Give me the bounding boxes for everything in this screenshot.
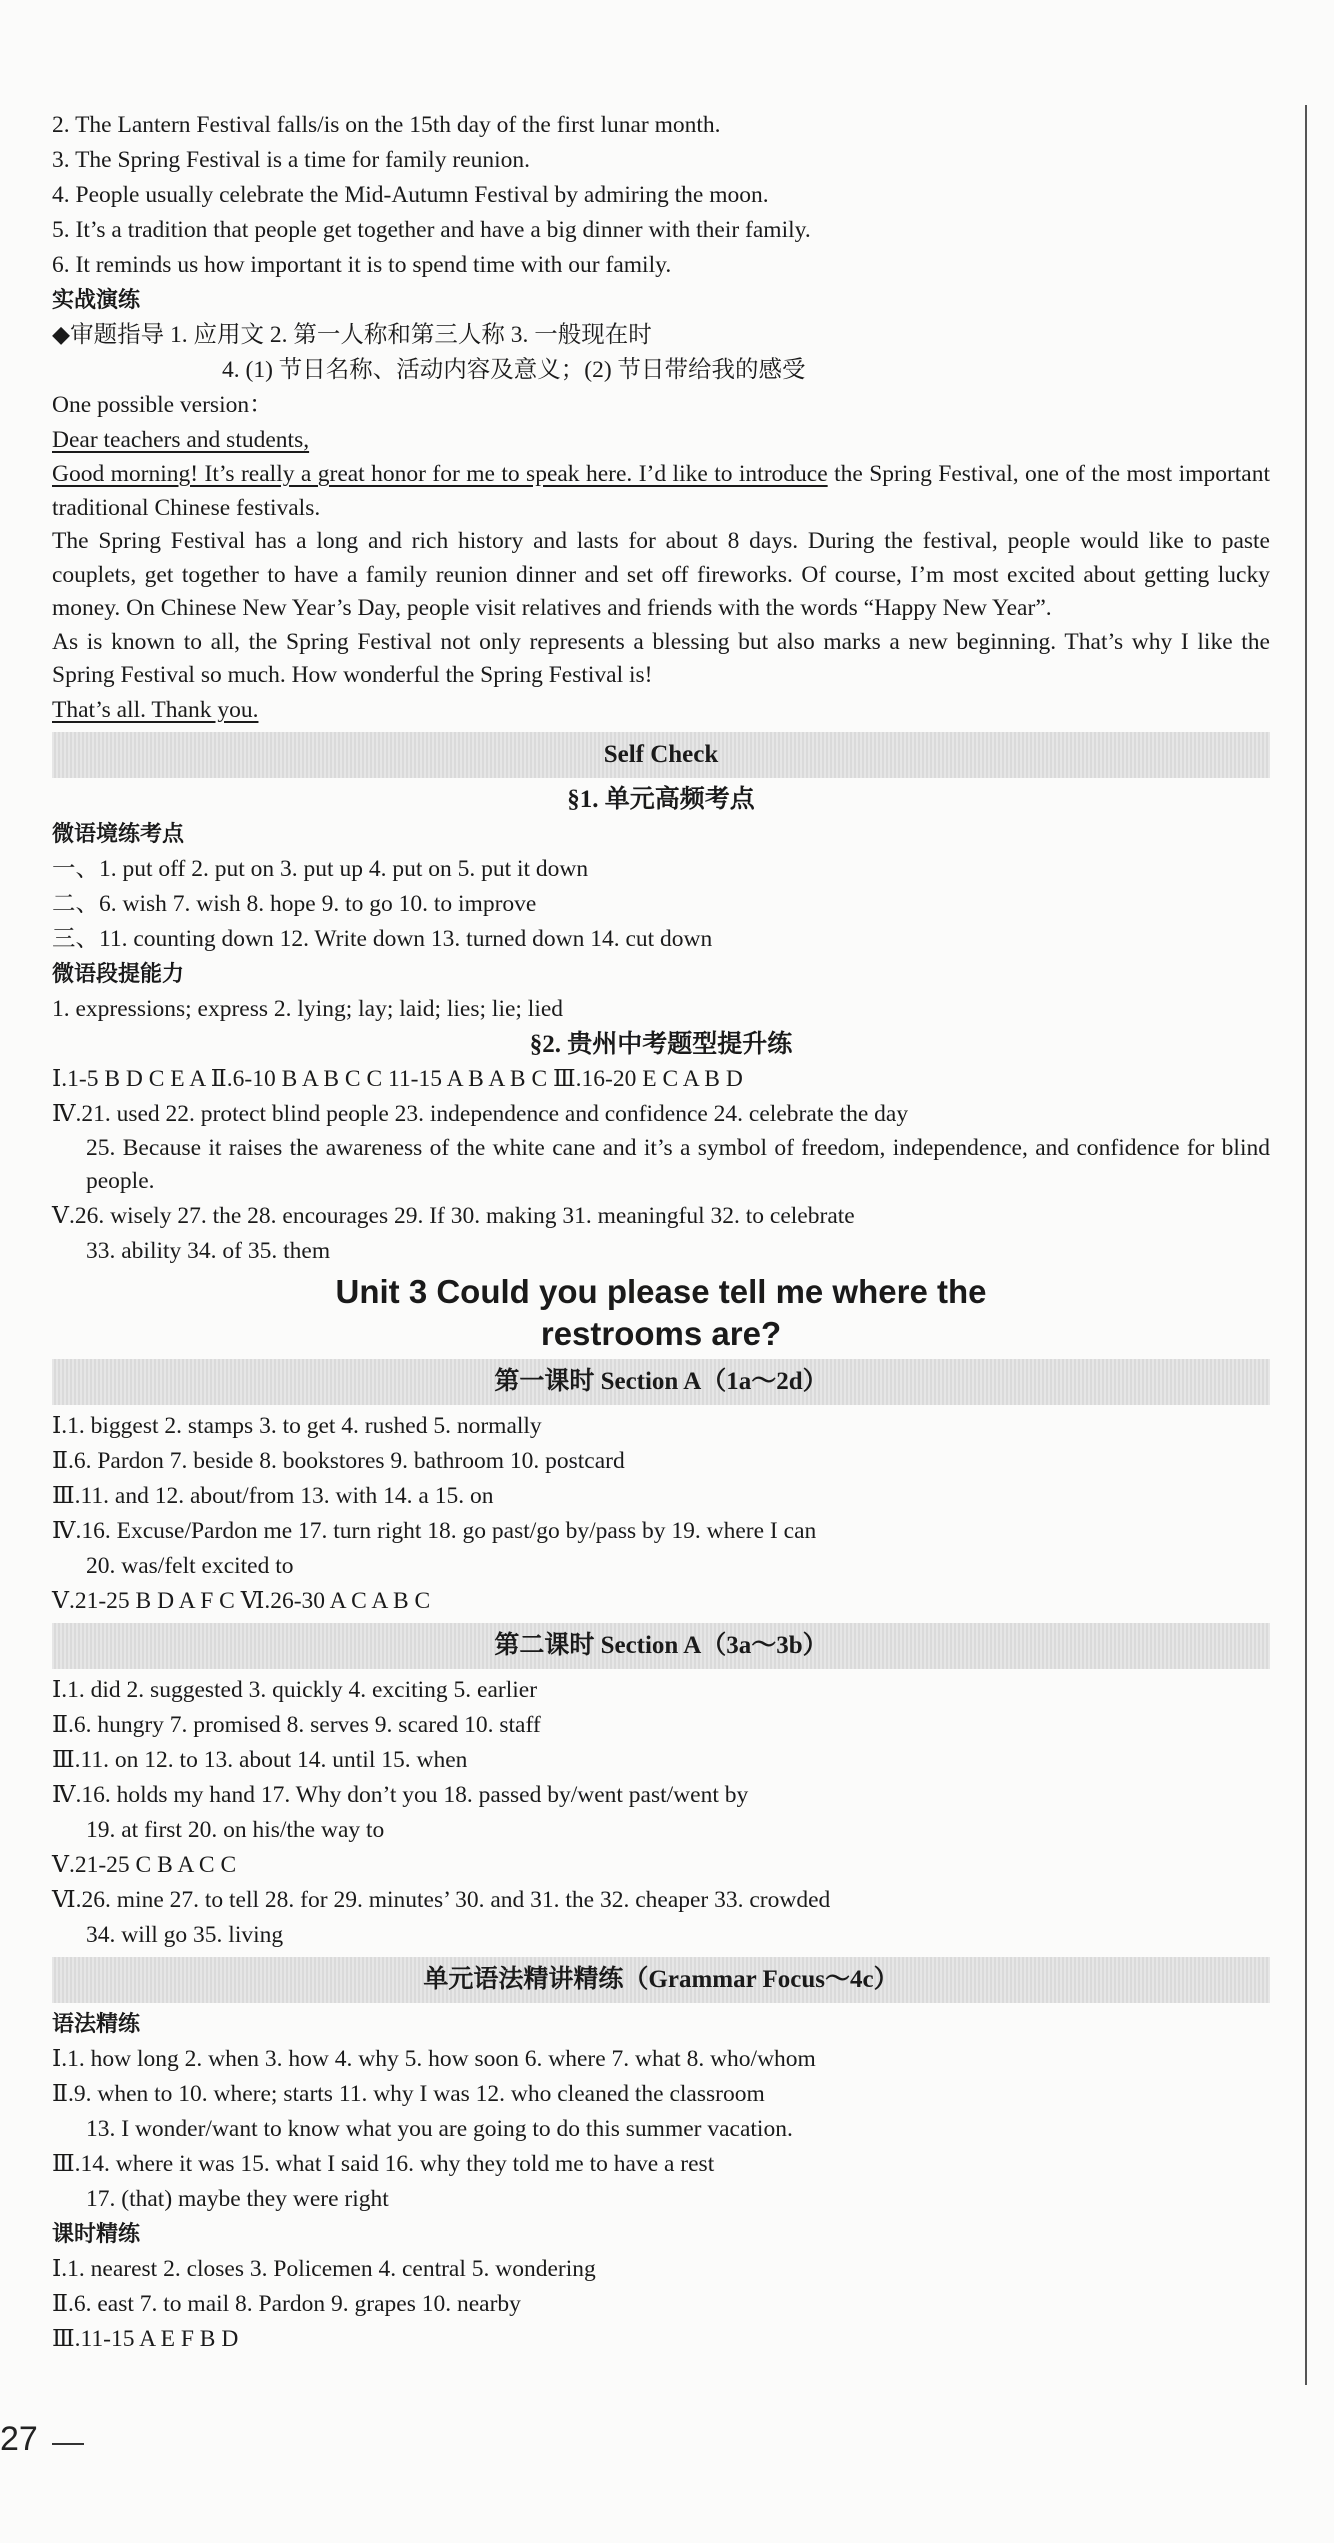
answer-line: Ⅲ.11-15 A E F B D <box>52 2325 239 2352</box>
possible-version-label: One possible version： <box>52 392 273 418</box>
answer-line: Ⅳ.16. holds my hand 17. Why don’t you 18. passed by/went past/went by <box>52 1781 749 1808</box>
page-number-dash <box>52 2443 84 2445</box>
answer-line: Ⅰ.1-5 B D C E A Ⅱ.6-10 B A B C C 11-15 A B A B C Ⅲ.16-20 E C A B D <box>52 1065 743 1092</box>
answer-line: Ⅴ.21-25 C B A C C <box>52 1851 237 1878</box>
underlined-opening: Good morning! It’s really a great honor for me to speak here. I’d like to introduce <box>52 461 828 487</box>
section-title: §2. 贵州中考题型提升练 <box>529 1030 793 1058</box>
answer-line: 13. I wonder/want to know what you are going to do this summer vacation. <box>86 2115 793 2142</box>
section-band-self-check: Self Check <box>52 732 1270 778</box>
answer-line: Ⅳ.21. used 22. protect blind people 23. independence and confidence 24. celebrate the day <box>52 1100 909 1127</box>
section-band-lesson1: 第一课时 Section A（1a～2d） <box>52 1359 1270 1405</box>
page-number: 27 <box>0 2420 38 2458</box>
answer-line: Ⅰ.1. nearest 2. closes 3. Policemen 4. central 5. wondering <box>52 2255 596 2282</box>
section-band-grammar: 单元语法精讲精练（Grammar Focus～4c） <box>52 1957 1270 2003</box>
answer-line: 19. at first 20. on his/the way to <box>86 1816 385 1843</box>
answer-line: Ⅴ.21-25 B D A F C Ⅵ.26-30 A C A B C <box>52 1587 431 1614</box>
essay-text: the Spring Festival, one of the most important traditional Chinese festivals. <box>52 461 1271 521</box>
guide-line: ◆审题指导 1. 应用文 2. 第一人称和第三人称 3. 一般现在时 <box>52 322 652 348</box>
guide-line: 4. (1) 节日名称、活动内容及意义；(2) 节日带给我的感受 <box>222 357 806 383</box>
answer-line: Ⅱ.6. Pardon 7. beside 8. bookstores 9. bathroom 10. postcard <box>52 1447 625 1474</box>
subheading: 语法精练 <box>52 2011 141 2037</box>
practice-heading: 实战演练 <box>52 288 141 313</box>
essay-paragraph: The Spring Festival has a long and rich history and lasts for about 8 days. During the festival, people would like to paste couplets, get together to have a family reunion dinner and set off fireworks. Of course, I’m most excited about getting lucky money. On Chinese New Year’s Day, people visit relatives and friends with the words “Happy New Year”. <box>52 528 1270 621</box>
essay-paragraph: As is known to all, the Spring Festival not only represents a blessing but also marks a new beginning. That’s why I like the Spring Festival so much. How wonderful the Spring Festival is! <box>52 628 1270 688</box>
closing: That’s all. Thank you. <box>52 696 259 723</box>
unit-title <box>52 1271 1270 1355</box>
answer-line: 17. (that) maybe they were right <box>86 2185 389 2212</box>
subheading: 微语境练考点 <box>52 821 185 847</box>
answer-line: 三、11. counting down 12. Write down 13. turned down 14. cut down <box>52 925 713 952</box>
answer-line: 3. The Spring Festival is a time for family reunion. <box>52 147 530 173</box>
answer-line: Ⅳ.16. Excuse/Pardon me 17. turn right 18. go past/go by/pass by 19. where I can <box>52 1517 817 1544</box>
subheading: 课时精练 <box>52 2221 141 2247</box>
answer-line: Ⅱ.6. hungry 7. promised 8. serves 9. scared 10. staff <box>52 1711 541 1738</box>
unit-title-line: Unit 3 Could you please tell me where the <box>335 1272 987 1310</box>
answer-line: 5. It’s a tradition that people get together and have a big dinner with their family. <box>52 217 811 243</box>
answer-line: Ⅰ.1. how long 2. when 3. how 4. why 5. how soon 6. where 7. what 8. who/whom <box>52 2045 816 2072</box>
answer-line: 25. Because it raises the awareness of the white cane and it’s a symbol of freedom, independence, and confidence for blind people. <box>86 1134 1270 1194</box>
answer-line: 二、6. wish 7. wish 8. hope 9. to go 10. to improve <box>52 890 537 917</box>
answer-line: 34. will go 35. living <box>86 1921 284 1948</box>
section-band-lesson2: 第二课时 Section A（3a～3b） <box>52 1623 1270 1669</box>
answer-line: 1. expressions; express 2. lying; lay; laid; lies; lie; lied <box>52 995 564 1022</box>
answer-line: 一、1. put off 2. put on 3. put up 4. put on 5. put it down <box>52 855 589 882</box>
column-rule <box>1305 105 1307 2385</box>
answer-line: 2. The Lantern Festival falls/is on the 15th day of the first lunar month. <box>52 112 721 138</box>
answer-line: 4. People usually celebrate the Mid-Autumn Festival by admiring the moon. <box>52 182 769 208</box>
section-title: §1. 单元高频考点 <box>567 785 755 813</box>
answer-line: Ⅰ.1. did 2. suggested 3. quickly 4. exciting 5. earlier <box>52 1676 538 1703</box>
subheading: 微语段提能力 <box>52 961 185 987</box>
answer-line: Ⅲ.14. where it was 15. what I said 16. why they told me to have a rest <box>52 2150 715 2177</box>
answer-line: Ⅲ.11. and 12. about/from 13. with 14. a 15. on <box>52 1482 494 1509</box>
answer-line: Ⅰ.1. biggest 2. stamps 3. to get 4. rushed 5. normally <box>52 1412 542 1439</box>
answer-line: Ⅵ.26. mine 27. to tell 28. for 29. minutes’ 30. and 31. the 32. cheaper 33. crowded <box>52 1886 831 1913</box>
greeting: Dear teachers and students, <box>52 427 310 453</box>
answer-line: 33. ability 34. of 35. them <box>86 1237 331 1264</box>
unit-title-line: restrooms are? <box>540 1314 782 1352</box>
essay-paragraph <box>52 458 1270 525</box>
answer-page <box>52 108 1270 2357</box>
answer-line: Ⅴ.26. wisely 27. the 28. encourages 29. If 30. making 31. meaningful 32. to celebrate <box>52 1202 855 1229</box>
answer-line: 20. was/felt excited to <box>86 1552 294 1579</box>
answer-line: Ⅲ.11. on 12. to 13. about 14. until 15. when <box>52 1746 468 1773</box>
answer-line: Ⅱ.6. east 7. to mail 8. Pardon 9. grapes 10. nearby <box>52 2290 521 2317</box>
answer-line: 6. It reminds us how important it is to spend time with our family. <box>52 252 672 278</box>
answer-line: Ⅱ.9. when to 10. where; starts 11. why I was 12. who cleaned the classroom <box>52 2080 765 2107</box>
